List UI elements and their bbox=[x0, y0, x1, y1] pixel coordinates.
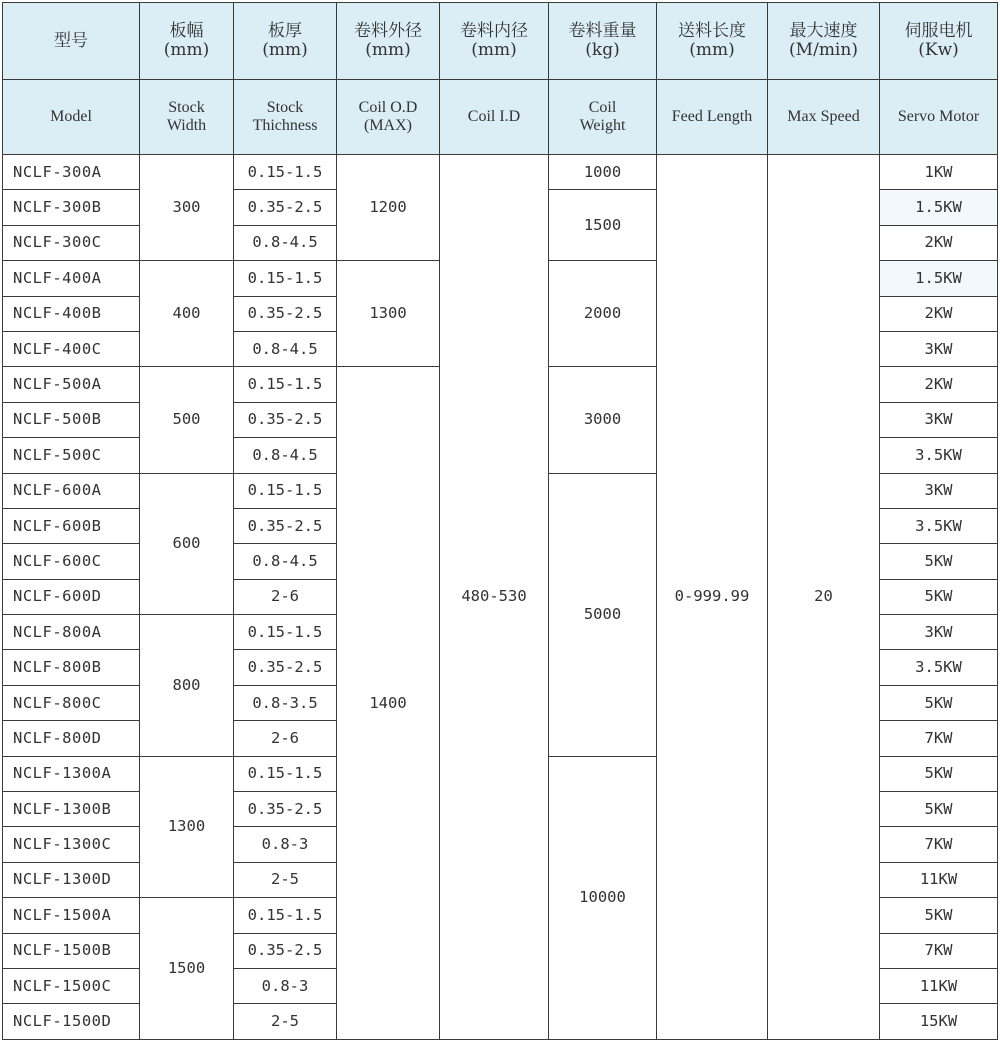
thickness-cell: 0.8-4.5 bbox=[234, 438, 337, 473]
thickness-cell: 0.8-4.5 bbox=[234, 331, 337, 366]
thickness-cell: 2-5 bbox=[234, 1004, 337, 1039]
thickness-cell: 0.35-2.5 bbox=[234, 933, 337, 968]
header-coil-weight-en: Coil Weight bbox=[549, 80, 657, 155]
motor-cell: 7KW bbox=[880, 721, 998, 756]
coil-od-cell: 1300 bbox=[337, 261, 440, 367]
header-width-en: Stock Width bbox=[140, 80, 234, 155]
model-cell: NCLF-1500C bbox=[3, 968, 140, 1003]
header-width-zh: 板幅 (mm) bbox=[140, 3, 234, 80]
width-cell: 400 bbox=[140, 261, 234, 367]
header-servo-motor-en: Servo Motor bbox=[880, 80, 998, 155]
coil-weight-cell: 1500 bbox=[549, 190, 657, 261]
thickness-cell: 0.35-2.5 bbox=[234, 650, 337, 685]
thickness-cell: 0.15-1.5 bbox=[234, 155, 337, 190]
model-cell: NCLF-800B bbox=[3, 650, 140, 685]
thickness-cell: 0.35-2.5 bbox=[234, 508, 337, 543]
thickness-cell: 0.8-3 bbox=[234, 827, 337, 862]
header-coil-id-zh: 卷料内径 (mm) bbox=[440, 3, 549, 80]
motor-cell: 5KW bbox=[880, 756, 998, 791]
header-coil-weight-zh: 卷料重量 (kg) bbox=[549, 3, 657, 80]
model-cell: NCLF-1300D bbox=[3, 862, 140, 897]
motor-cell: 3KW bbox=[880, 331, 998, 366]
thickness-cell: 0.8-3 bbox=[234, 968, 337, 1003]
model-cell: NCLF-800D bbox=[3, 721, 140, 756]
motor-cell: 3KW bbox=[880, 473, 998, 508]
model-cell: NCLF-300B bbox=[3, 190, 140, 225]
header-servo-motor-zh: 伺服电机 (Kw) bbox=[880, 3, 998, 80]
header-coil-od-zh: 卷料外径 (mm) bbox=[337, 3, 440, 80]
model-cell: NCLF-600B bbox=[3, 508, 140, 543]
header-row-english bbox=[3, 80, 998, 155]
thickness-cell: 0.35-2.5 bbox=[234, 402, 337, 437]
motor-cell: 11KW bbox=[880, 968, 998, 1003]
motor-cell: 1.5KW bbox=[880, 261, 998, 296]
thickness-cell: 0.8-4.5 bbox=[234, 225, 337, 260]
width-cell: 1500 bbox=[140, 898, 234, 1040]
thickness-cell: 0.8-4.5 bbox=[234, 544, 337, 579]
width-cell: 1300 bbox=[140, 756, 234, 898]
motor-cell: 5KW bbox=[880, 579, 998, 614]
model-cell: NCLF-500C bbox=[3, 438, 140, 473]
model-cell: NCLF-1300B bbox=[3, 792, 140, 827]
header-coil-od-en: Coil O.D (MAX) bbox=[337, 80, 440, 155]
model-cell: NCLF-500A bbox=[3, 367, 140, 402]
model-cell: NCLF-800A bbox=[3, 615, 140, 650]
max-speed-cell: 20 bbox=[768, 155, 880, 1040]
model-cell: NCLF-300C bbox=[3, 225, 140, 260]
model-cell: NCLF-400B bbox=[3, 296, 140, 331]
thickness-cell: 0.8-3.5 bbox=[234, 685, 337, 720]
motor-cell: 3.5KW bbox=[880, 438, 998, 473]
width-cell: 500 bbox=[140, 367, 234, 473]
coil-weight-cell: 3000 bbox=[549, 367, 657, 473]
motor-cell: 2KW bbox=[880, 225, 998, 260]
table-row bbox=[3, 155, 998, 190]
thickness-cell: 2-6 bbox=[234, 721, 337, 756]
header-thickness-zh: 板厚 (mm) bbox=[234, 3, 337, 80]
coil-weight-cell: 2000 bbox=[549, 261, 657, 367]
model-cell: NCLF-600C bbox=[3, 544, 140, 579]
thickness-cell: 2-5 bbox=[234, 862, 337, 897]
model-cell: NCLF-1500B bbox=[3, 933, 140, 968]
thickness-cell: 0.35-2.5 bbox=[234, 296, 337, 331]
thickness-cell: 0.15-1.5 bbox=[234, 261, 337, 296]
model-cell: NCLF-500B bbox=[3, 402, 140, 437]
motor-cell: 5KW bbox=[880, 544, 998, 579]
motor-cell: 3KW bbox=[880, 402, 998, 437]
model-cell: NCLF-400C bbox=[3, 331, 140, 366]
coil-od-cell: 1400 bbox=[337, 367, 440, 1039]
header-max-speed-zh: 最大速度 (M/min) bbox=[768, 3, 880, 80]
motor-cell: 3.5KW bbox=[880, 650, 998, 685]
header-max-speed-en: Max Speed bbox=[768, 80, 880, 155]
header-row-chinese bbox=[3, 3, 998, 80]
motor-cell: 3KW bbox=[880, 615, 998, 650]
width-cell: 300 bbox=[140, 155, 234, 261]
coil-weight-cell: 10000 bbox=[549, 756, 657, 1039]
motor-cell: 3.5KW bbox=[880, 508, 998, 543]
spec-table bbox=[2, 2, 998, 1040]
motor-cell: 2KW bbox=[880, 296, 998, 331]
model-cell: NCLF-300A bbox=[3, 155, 140, 190]
model-cell: NCLF-600A bbox=[3, 473, 140, 508]
motor-cell: 1KW bbox=[880, 155, 998, 190]
width-cell: 600 bbox=[140, 473, 234, 615]
motor-cell: 15KW bbox=[880, 1004, 998, 1039]
motor-cell: 11KW bbox=[880, 862, 998, 897]
thickness-cell: 0.35-2.5 bbox=[234, 792, 337, 827]
model-cell: NCLF-800C bbox=[3, 685, 140, 720]
thickness-cell: 0.15-1.5 bbox=[234, 473, 337, 508]
thickness-cell: 0.15-1.5 bbox=[234, 898, 337, 933]
model-cell: NCLF-1300A bbox=[3, 756, 140, 791]
motor-cell: 5KW bbox=[880, 685, 998, 720]
model-cell: NCLF-1500D bbox=[3, 1004, 140, 1039]
model-cell: NCLF-400A bbox=[3, 261, 140, 296]
header-thickness-en: Stock Thichness bbox=[234, 80, 337, 155]
motor-cell: 7KW bbox=[880, 827, 998, 862]
thickness-cell: 0.15-1.5 bbox=[234, 367, 337, 402]
coil-weight-cell: 1000 bbox=[549, 155, 657, 190]
motor-cell: 2KW bbox=[880, 367, 998, 402]
width-cell: 800 bbox=[140, 615, 234, 757]
coil-od-cell: 1200 bbox=[337, 155, 440, 261]
thickness-cell: 0.15-1.5 bbox=[234, 756, 337, 791]
header-feed-length-zh: 送料长度 (mm) bbox=[657, 3, 768, 80]
motor-cell: 7KW bbox=[880, 933, 998, 968]
header-feed-length-en: Feed Length bbox=[657, 80, 768, 155]
model-cell: NCLF-1300C bbox=[3, 827, 140, 862]
thickness-cell: 2-6 bbox=[234, 579, 337, 614]
thickness-cell: 0.35-2.5 bbox=[234, 190, 337, 225]
header-model-en: Model bbox=[3, 80, 140, 155]
header-model-zh: 型号 bbox=[3, 3, 140, 80]
coil-weight-cell: 5000 bbox=[549, 473, 657, 756]
motor-cell: 1.5KW bbox=[880, 190, 998, 225]
model-cell: NCLF-600D bbox=[3, 579, 140, 614]
model-cell: NCLF-1500A bbox=[3, 898, 140, 933]
motor-cell: 5KW bbox=[880, 898, 998, 933]
thickness-cell: 0.15-1.5 bbox=[234, 615, 337, 650]
motor-cell: 5KW bbox=[880, 792, 998, 827]
header-coil-id-en: Coil I.D bbox=[440, 80, 549, 155]
coil-id-cell: 480-530 bbox=[440, 155, 549, 1040]
feed-length-cell: 0-999.99 bbox=[657, 155, 768, 1040]
